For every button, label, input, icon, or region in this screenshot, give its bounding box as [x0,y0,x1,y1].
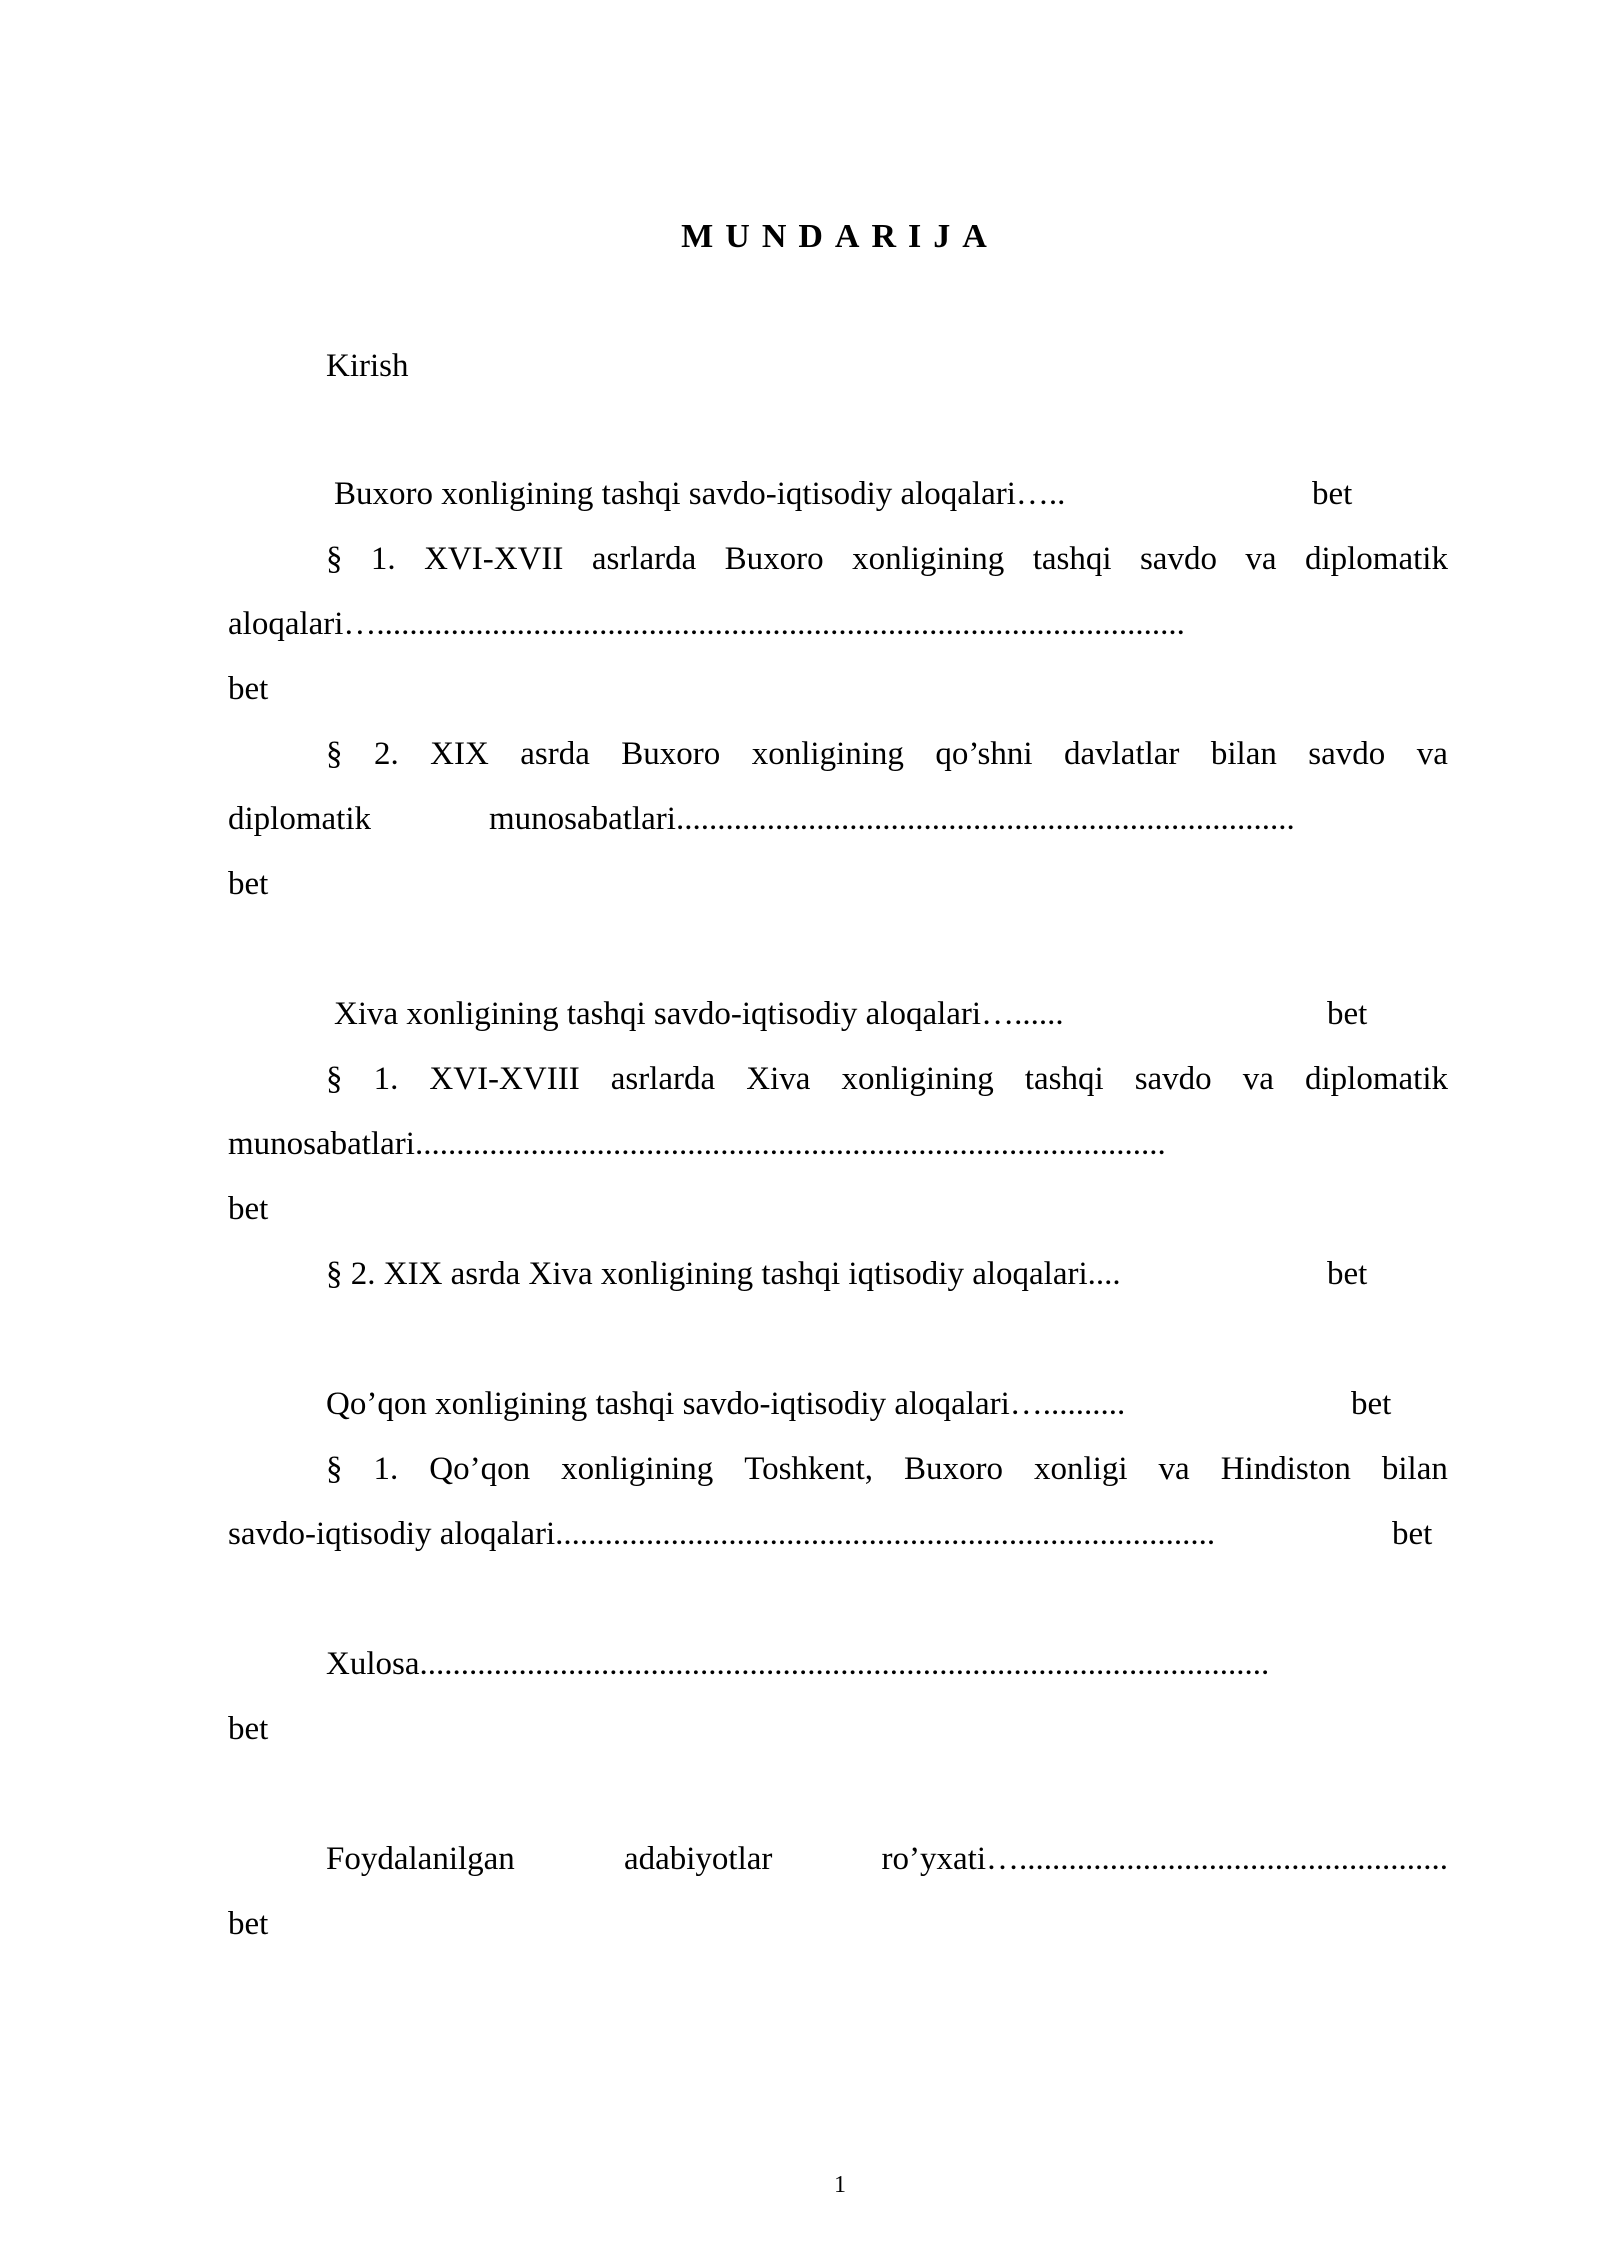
chapter-2-bet: bet [1327,996,1368,1032]
word: xonligining [751,736,904,772]
word: 1. [370,541,396,577]
word: 2. [373,736,399,772]
chapter-3-section-1-line-2: savdo-iqtisodiy aloqalari................................................................................ [228,1516,1216,1552]
word: 1. [373,1451,399,1487]
word: 1. [373,1061,399,1097]
conclusion-entry: Xulosa....................................................................................................... [326,1646,1270,1682]
word: XVI-XVIII [429,1061,580,1097]
intro-entry: Kirish [326,348,409,384]
word: bilan [1210,736,1277,772]
references-entry [326,1839,1448,1879]
chapter-2-heading: Xiva xonligining tashqi savdo-iqtisodiy aloqalari…...... [334,996,1064,1032]
word: asrda [520,736,590,772]
word: qo’shni [935,736,1033,772]
word: diplomatik [1305,1061,1448,1097]
page-number: 1 [834,2172,846,2198]
word: ro’yxati….................................................... [881,1841,1448,1877]
word: munosabatlari........................................................................... [489,801,1295,837]
conclusion-bet: bet [228,1711,269,1747]
word: XIX [430,736,489,772]
word: savdo [1139,541,1217,577]
word: xonligining [561,1451,714,1487]
references-bet: bet [228,1906,269,1942]
chapter-1-section-1-line-2: aloqalari….................................................................................................. [228,606,1185,642]
word: Toshkent, [744,1451,874,1487]
page-title: MUNDARIJA [681,218,999,255]
chapter-1-section-2-bet: bet [228,866,269,902]
word: Hindiston [1220,1451,1351,1487]
chapter-1-heading: Buxoro xonligining tashqi savdo-iqtisodiy aloqalari….. [334,476,1066,512]
chapter-1-section-1-bet: bet [228,671,269,707]
chapter-1-section-2-line-1 [326,734,1448,774]
chapter-1-bet: bet [1312,476,1353,512]
word: savdo [1134,1061,1212,1097]
word: XVI-XVII [424,541,564,577]
word: diplomatik [1304,541,1448,577]
word: § [326,1451,343,1487]
chapter-3-bet: bet [1351,1386,1392,1422]
word: asrlarda [610,1061,716,1097]
word: § [326,541,343,577]
chapter-2-section-1-line-2: munosabatlari........................................................................................... [228,1126,1166,1162]
chapter-2-section-2: § 2. XIX asrda Xiva xonligining tashqi iqtisodiy aloqalari.... [326,1256,1121,1292]
chapter-3-section-1-bet: bet [1392,1516,1433,1552]
chapter-2-section-2-bet: bet [1327,1256,1368,1292]
chapter-2-section-1-bet: bet [228,1191,269,1227]
chapter-3-section-1-line-1 [326,1449,1448,1489]
word: tashqi [1032,541,1112,577]
chapter-3-heading: Qo’qon xonligining tashqi savdo-iqtisodiy aloqalari….......... [326,1386,1126,1422]
word: va [1416,736,1448,772]
word: Buxoro [904,1451,1004,1487]
chapter-1-section-2-line-2 [228,799,1448,839]
word: xonligi [1034,1451,1128,1487]
word: Buxoro [621,736,721,772]
word: § [326,1061,343,1097]
word: xonligining [852,541,1005,577]
word: tashqi [1024,1061,1104,1097]
word: § [326,736,343,772]
chapter-2-section-1-line-1 [326,1059,1448,1099]
word: asrlarda [591,541,697,577]
word: Xiva [746,1061,811,1097]
word: xonligining [841,1061,994,1097]
word: bilan [1381,1451,1448,1487]
word: diplomatik [228,801,371,837]
word: adabiyotlar [623,1841,773,1877]
word: Qo’qon [429,1451,531,1487]
word: Foydalanilgan [326,1841,515,1877]
word: davlatlar [1063,736,1180,772]
word: va [1242,1061,1274,1097]
word: va [1158,1451,1190,1487]
word: savdo [1308,736,1386,772]
chapter-1-section-1-line-1 [326,539,1448,579]
word: Buxoro [724,541,824,577]
word: va [1245,541,1277,577]
